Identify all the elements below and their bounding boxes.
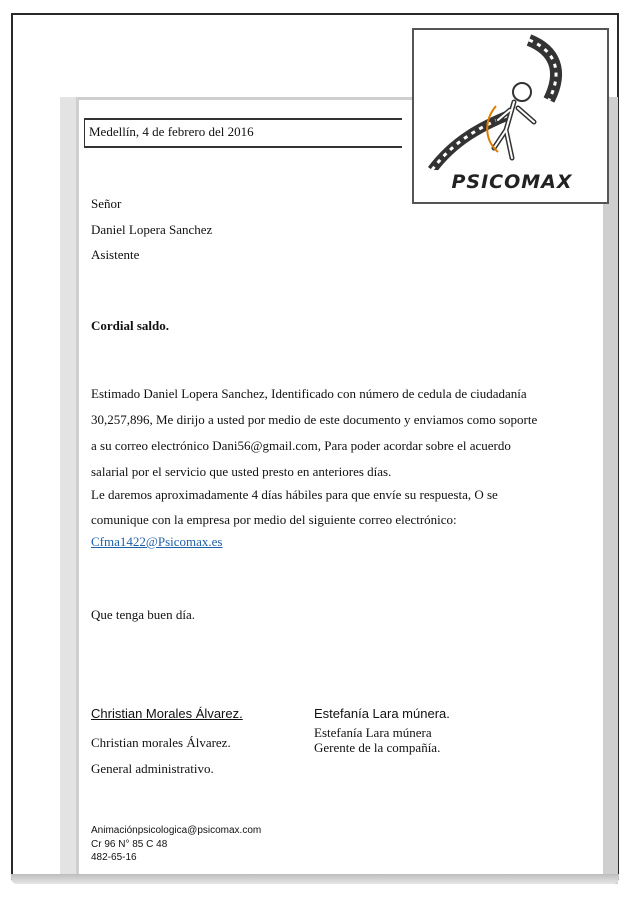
body-line-1: Estimado Daniel Lopera Sanchez, Identificado con número de cedula de ciudadanía <box>91 386 527 401</box>
page-shadow-left <box>60 97 76 884</box>
recipient-name: Daniel Lopera Sanchez <box>91 222 213 237</box>
logo-graphic <box>414 30 609 204</box>
signature-right-name: Estefanía Lara múnera <box>314 725 432 740</box>
contact-email-link[interactable]: Cfma1422@Psicomax.es <box>91 534 223 549</box>
body-line-3: a su correo electrónico Dani56@gmail.com, Para poder acordar sobre el acuerdo <box>91 438 511 453</box>
psicomax-logo <box>412 28 609 204</box>
signature-left-title: General administrativo. <box>91 761 214 776</box>
signature-right-title: Gerente de la compañía. <box>314 740 441 755</box>
footer-email: Animaciónpsicologica@psicomax.com <box>91 825 262 836</box>
signature-left-name: Christian morales Álvarez. <box>91 735 231 750</box>
page-shadow-bottom <box>11 874 619 884</box>
logo-wordmark: PSICOMAX <box>451 171 573 193</box>
body-line-6: comunique con la empresa por medio del siguiente correo electrónico: <box>91 512 457 527</box>
footer-address: Cr 96 N° 85 C 48 <box>91 839 168 850</box>
closing: Que tenga buen día. <box>91 607 195 622</box>
signature-right-name-header: Estefanía Lara múnera. <box>314 706 450 721</box>
recipient-role: Asistente <box>91 247 140 262</box>
body-line-4: salarial por el servicio que usted presto en anteriores días. <box>91 464 392 479</box>
greeting: Cordial saldo. <box>91 318 170 333</box>
letter-date: Medellín, 4 de febrero del 2016 <box>89 124 254 139</box>
footer-phone: 482-65-16 <box>91 852 137 863</box>
body-line-2: 30,257,896, Me dirijo a usted por medio de este documento y enviamos como soporte <box>91 412 538 427</box>
recipient-salutation: Señor <box>91 196 122 211</box>
signature-left-name-underlined: Christian Morales Álvarez. <box>91 706 243 721</box>
body-line-5: Le daremos aproximadamente 4 días hábiles para que envíe su respuesta, O se <box>91 487 498 502</box>
